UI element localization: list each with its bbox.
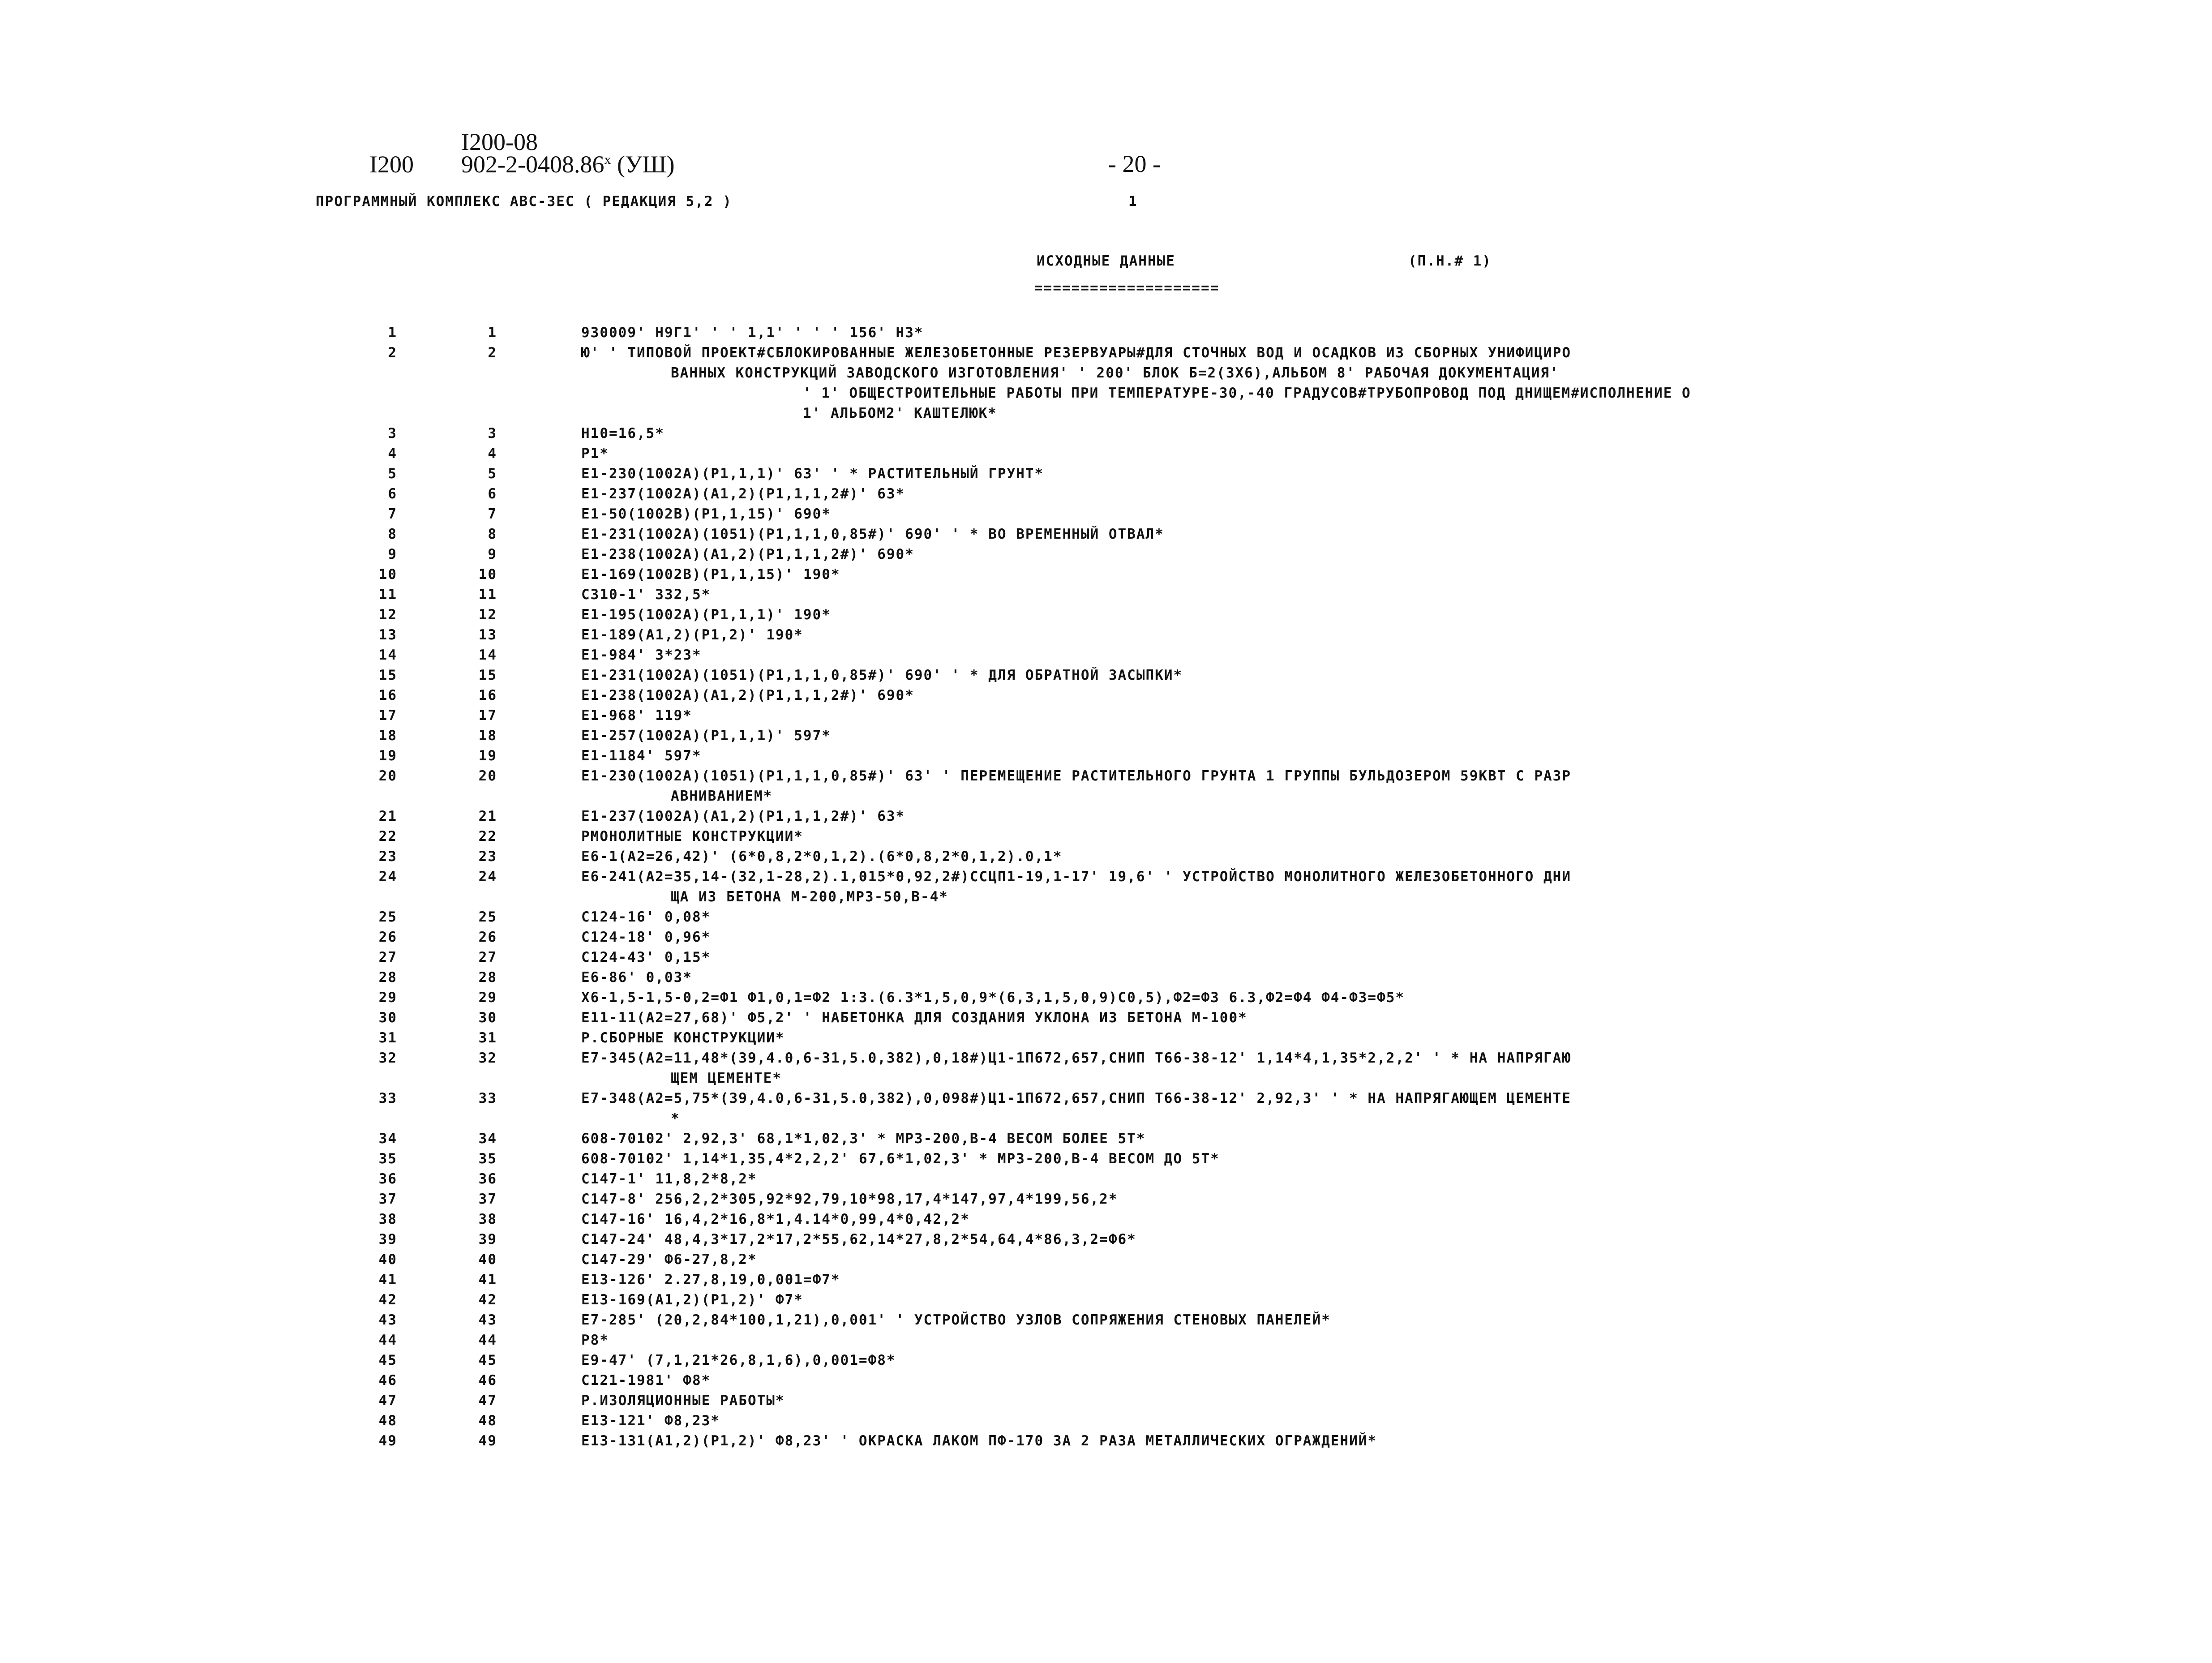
row-index: 42	[378, 1291, 397, 1308]
row-line-number: 20	[478, 767, 497, 784]
row-line-number: 47	[478, 1392, 497, 1409]
listing-row	[354, 947, 2145, 967]
row-index: 18	[378, 727, 397, 744]
listing-row	[354, 1229, 2145, 1249]
row-line	[354, 1431, 2145, 1451]
row-line-number: 34	[478, 1130, 497, 1147]
row-line	[354, 1149, 2145, 1169]
listing-row	[354, 1189, 2145, 1209]
row-text: АВНИВАНИЕМ*	[671, 788, 773, 804]
row-index: 20	[378, 767, 397, 784]
row-index: 33	[378, 1090, 397, 1106]
row-text: С124-16' 0,08*	[581, 909, 711, 925]
row-index: 24	[378, 868, 397, 885]
row-index: 21	[378, 808, 397, 824]
row-line	[354, 1209, 2145, 1229]
listing-row	[354, 1169, 2145, 1189]
row-line	[354, 766, 2145, 786]
row-index: 34	[378, 1130, 397, 1147]
row-line-number: 10	[478, 566, 497, 583]
listing-row	[354, 766, 2145, 806]
row-text: С310-1' 332,5*	[581, 586, 711, 603]
listing-row	[354, 1007, 2145, 1028]
row-index: 3	[388, 425, 397, 441]
doc-number-line	[461, 152, 675, 176]
stamp-top: I200-08	[461, 129, 538, 155]
row-continuation-line	[354, 887, 2145, 907]
row-line-number: 30	[478, 1009, 497, 1026]
row-text: Е6-241(А2=35,14-(32,1-28,2).1,015*0,92,2#)ССЦП1-19,1-17' 19,6' ' УСТРОЙСТВО МОНОЛИТНОГО ЖЕЛЕЗОБЕТОННОГО ДНИ	[581, 868, 1572, 885]
row-line	[354, 1249, 2145, 1269]
row-line	[354, 705, 2145, 725]
row-index: 4	[388, 445, 397, 462]
row-index: 9	[388, 546, 397, 562]
row-line	[354, 1028, 2145, 1048]
row-index: 36	[378, 1170, 397, 1187]
row-line-number: 9	[488, 546, 497, 562]
row-line-number: 43	[478, 1312, 497, 1328]
listing-row	[354, 564, 2145, 584]
row-line	[354, 1229, 2145, 1249]
row-text: ' 1' ОБЩЕСТРОИТЕЛЬНЫЕ РАБОТЫ ПРИ ТЕМПЕРАТУРЕ-30,-40 ГРАДУСОВ#ТРУБОПРОВОД ПОД ДНИЩЕМ#ИСПОЛНЕНИЕ О	[803, 385, 1691, 401]
row-index: 1	[388, 324, 397, 341]
row-line-number: 14	[478, 647, 497, 663]
row-index: 38	[378, 1211, 397, 1227]
row-line	[354, 322, 2145, 343]
row-index: 7	[388, 506, 397, 522]
row-text: 608-70102' 2,92,3' 68,1*1,02,3' * МРЗ-200,В-4 ВЕСОМ БОЛЕЕ 5Т*	[581, 1130, 1146, 1147]
row-text: Е1-238(1002А)(А1,2)(Р1,1,1,2#)' 690*	[581, 687, 914, 703]
listing-row	[354, 484, 2145, 504]
row-text: Е1-231(1002А)(1051)(Р1,1,1,0,85#)' 690' ' * ВО ВРЕМЕННЫЙ ОТВАЛ*	[581, 526, 1164, 542]
section-ref: (П.Н.# 1)	[1408, 253, 1492, 269]
row-text: Е6-86' 0,03*	[581, 969, 692, 986]
row-line-number: 36	[478, 1170, 497, 1187]
row-line-number: 42	[478, 1291, 497, 1308]
row-line-number: 44	[478, 1332, 497, 1348]
row-line	[354, 1048, 2145, 1068]
row-text: 608-70102' 1,14*1,35,4*2,2,2' 67,6*1,02,3' * МРЗ-200,В-4 ВЕСОМ ДО 5Т*	[581, 1150, 1220, 1167]
row-text: Е1-50(1002В)(Р1,1,15)' 690*	[581, 506, 831, 522]
row-line-number: 25	[478, 909, 497, 925]
listing-row	[354, 1310, 2145, 1330]
row-line	[354, 1310, 2145, 1330]
listing-row	[354, 665, 2145, 685]
row-line-number: 13	[478, 626, 497, 643]
row-index: 39	[378, 1231, 397, 1247]
row-line-number: 29	[478, 989, 497, 1006]
row-continuation-line	[354, 403, 2145, 423]
row-index: 10	[378, 566, 397, 583]
listing-row	[354, 705, 2145, 725]
row-text: Е1-984' 3*23*	[581, 647, 702, 663]
row-line-number: 32	[478, 1050, 497, 1066]
row-line	[354, 1390, 2145, 1410]
row-line-number: 16	[478, 687, 497, 703]
row-index: 19	[378, 747, 397, 764]
row-index: 16	[378, 687, 397, 703]
listing-row	[354, 1290, 2145, 1310]
row-continuation-line	[354, 1068, 2145, 1088]
listing-row	[354, 1410, 2145, 1431]
listing-row	[354, 423, 2145, 443]
listing-row	[354, 866, 2145, 907]
row-text: Н10=16,5*	[581, 425, 664, 441]
row-text: Е13-126' 2.27,8,19,0,001=Ф7*	[581, 1271, 840, 1288]
row-line	[354, 1169, 2145, 1189]
listing-row	[354, 1350, 2145, 1370]
listing-row	[354, 463, 2145, 484]
row-line	[354, 423, 2145, 443]
row-line-number: 19	[478, 747, 497, 764]
row-continuation-line	[354, 363, 2145, 383]
row-text: Е1-169(1002В)(Р1,1,15)' 190*	[581, 566, 840, 583]
row-line	[354, 806, 2145, 826]
listing-row	[354, 604, 2145, 625]
row-index: 23	[378, 848, 397, 865]
listing-row	[354, 685, 2145, 705]
listing-row	[354, 725, 2145, 746]
row-line-number: 33	[478, 1090, 497, 1106]
row-line	[354, 846, 2145, 866]
row-line-number: 39	[478, 1231, 497, 1247]
row-line	[354, 1350, 2145, 1370]
row-text: С147-16' 16,4,2*16,8*1,4.14*0,99,4*0,42,2*	[581, 1211, 970, 1227]
doc-volume: (УШ)	[617, 151, 675, 178]
row-line	[354, 645, 2145, 665]
row-line-number: 28	[478, 969, 497, 986]
row-index: 40	[378, 1251, 397, 1268]
row-continuation-line	[354, 786, 2145, 806]
listing-row	[354, 1390, 2145, 1410]
listing-row	[354, 1269, 2145, 1290]
row-line	[354, 504, 2145, 524]
row-index: 13	[378, 626, 397, 643]
row-line-number: 35	[478, 1150, 497, 1167]
row-continuation-line	[354, 1108, 2145, 1128]
listing-row	[354, 1370, 2145, 1390]
row-text: С124-18' 0,96*	[581, 929, 711, 945]
listing-row	[354, 826, 2145, 846]
row-index: 37	[378, 1191, 397, 1207]
row-line	[354, 484, 2145, 504]
row-text: Е1-231(1002А)(1051)(Р1,1,1,0,85#)' 690' ' * ДЛЯ ОБРАТНОЙ ЗАСЫПКИ*	[581, 667, 1183, 683]
listing-row	[354, 504, 2145, 524]
row-line	[354, 1088, 2145, 1108]
row-line-number: 17	[478, 707, 497, 724]
row-line	[354, 1410, 2145, 1431]
row-line	[354, 443, 2145, 463]
row-line-number: 24	[478, 868, 497, 885]
listing-row	[354, 1128, 2145, 1149]
row-text: Е1-230(1002А)(Р1,1,1)' 63' ' * РАСТИТЕЛЬНЫЙ ГРУНТ*	[581, 465, 1044, 482]
listing-row	[354, 1330, 2145, 1350]
listing-row	[354, 322, 2145, 343]
row-line	[354, 665, 2145, 685]
row-index: 43	[378, 1312, 397, 1328]
row-line	[354, 967, 2145, 987]
row-line-number: 48	[478, 1412, 497, 1429]
row-line-number: 41	[478, 1271, 497, 1288]
row-text: Е13-121' Ф8,23*	[581, 1412, 720, 1429]
row-text: Е11-11(А2=27,68)' Ф5,2' ' НАБЕТОНКА ДЛЯ СОЗДАНИЯ УКЛОНА ИЗ БЕТОНА М-100*	[581, 1009, 1247, 1026]
row-line-number: 21	[478, 808, 497, 824]
row-text: Р.ИЗОЛЯЦИОННЫЕ РАБОТЫ*	[581, 1392, 785, 1409]
row-index: 32	[378, 1050, 397, 1066]
row-line	[354, 907, 2145, 927]
row-text: Е13-131(А1,2)(Р1,2)' Ф8,23' ' ОКРАСКА ЛАКОМ ПФ-170 ЗА 2 РАЗА МЕТАЛЛИЧЕСКИХ ОГРАЖДЕНИЙ*	[581, 1432, 1377, 1449]
row-text: 930009' Н9Г1' ' ' 1,1' ' ' ' 156' НЗ*	[581, 324, 924, 341]
row-line-number: 31	[478, 1029, 497, 1046]
row-index: 30	[378, 1009, 397, 1026]
listing-row	[354, 524, 2145, 544]
row-line	[354, 343, 2145, 363]
row-continuation-line	[354, 383, 2145, 403]
row-index: 22	[378, 828, 397, 844]
row-line	[354, 564, 2145, 584]
row-text: РМОНОЛИТНЫЕ КОНСТРУКЦИИ*	[581, 828, 803, 844]
row-text: С147-8' 256,2,2*305,92*92,79,10*98,17,4*147,97,4*199,56,2*	[581, 1191, 1118, 1207]
listing-row	[354, 806, 2145, 826]
row-index: 6	[388, 485, 397, 502]
listing-row	[354, 907, 2145, 927]
row-text: Е7-348(А2=5,75*(39,4.0,6-31,5.0,382),0,098#)Ц1-1П672,657,СНИП Т66-38-12' 2,92,3' ' * НА НАПРЯГАЮЩЕМ ЦЕМЕНТЕ	[581, 1090, 1572, 1106]
row-line-number: 6	[488, 485, 497, 502]
row-text: Е1-195(1002А)(Р1,1,1)' 190*	[581, 606, 831, 623]
data-listing	[354, 322, 2145, 1451]
listing-row	[354, 987, 2145, 1007]
row-line-number: 11	[478, 586, 497, 603]
row-index: 35	[378, 1150, 397, 1167]
row-line-number: 26	[478, 929, 497, 945]
row-index: 5	[388, 465, 397, 482]
row-text: *	[671, 1110, 680, 1127]
row-line	[354, 544, 2145, 564]
row-index: 46	[378, 1372, 397, 1389]
row-index: 44	[378, 1332, 397, 1348]
row-text: С147-24' 48,4,3*17,2*17,2*55,62,14*27,8,2*54,64,4*86,3,2=Ф6*	[581, 1231, 1136, 1247]
row-line	[354, 746, 2145, 766]
listing-row	[354, 584, 2145, 604]
row-line-number: 37	[478, 1191, 497, 1207]
row-line	[354, 524, 2145, 544]
row-line-number: 23	[478, 848, 497, 865]
row-text: Р8*	[581, 1332, 609, 1348]
row-text: Е7-285' (20,2,84*100,1,21),0,001' ' УСТРОЙСТВО УЗЛОВ СОПРЯЖЕНИЯ СТЕНОВЫХ ПАНЕЛЕЙ*	[581, 1312, 1331, 1328]
row-line-number: 22	[478, 828, 497, 844]
row-text: С147-29' Ф6-27,8,2*	[581, 1251, 757, 1268]
row-line	[354, 1269, 2145, 1290]
row-index: 25	[378, 909, 397, 925]
row-text: ВАННЫХ КОНСТРУКЦИЙ ЗАВОДСКОГО ИЗГОТОВЛЕНИЯ' ' 200' БЛОК Б=2(3Х6),АЛЬБОМ 8' РАБОЧАЯ ДОКУМЕНТАЦИЯ'	[671, 364, 1559, 381]
listing-row	[354, 967, 2145, 987]
row-line-number: 38	[478, 1211, 497, 1227]
row-line	[354, 584, 2145, 604]
row-line	[354, 463, 2145, 484]
row-line	[354, 725, 2145, 746]
listing-row	[354, 1048, 2145, 1088]
listing-row	[354, 625, 2145, 645]
listing-row	[354, 846, 2145, 866]
row-text: Е1-257(1002А)(Р1,1,1)' 597*	[581, 727, 831, 744]
row-line	[354, 1189, 2145, 1209]
row-line	[354, 604, 2145, 625]
row-line-number: 45	[478, 1352, 497, 1368]
listing-row	[354, 746, 2145, 766]
listing-row	[354, 343, 2145, 423]
listing-row	[354, 645, 2145, 665]
row-line-number: 46	[478, 1372, 497, 1389]
row-text: С147-1' 11,8,2*8,2*	[581, 1170, 757, 1187]
row-text: Е6-1(А2=26,42)' (6*0,8,2*0,1,2).(6*0,8,2*0,1,2).0,1*	[581, 848, 1063, 865]
row-index: 8	[388, 526, 397, 542]
row-text: 1' АЛЬБОМ2' КАШТЕЛЮК*	[803, 405, 997, 421]
doc-number: 902-2-0408.86	[461, 151, 604, 178]
row-line-number: 12	[478, 606, 497, 623]
row-line	[354, 987, 2145, 1007]
row-index: 17	[378, 707, 397, 724]
row-index: 28	[378, 969, 397, 986]
row-text: Е7-345(А2=11,48*(39,4.0,6-31,5.0,382),0,18#)Ц1-1П672,657,СНИП Т66-38-12' 1,14*4,1,35*2,2,2' ' * НА НАПРЯГАЮ	[581, 1050, 1572, 1066]
doc-mark: x	[604, 152, 611, 167]
row-text: С124-43' 0,15*	[581, 949, 711, 965]
row-text: Е1-968' 119*	[581, 707, 692, 724]
row-line	[354, 625, 2145, 645]
row-line	[354, 866, 2145, 887]
listing-row	[354, 927, 2145, 947]
row-index: 29	[378, 989, 397, 1006]
row-text: Х6-1,5-1,5-0,2=Ф1 Ф1,0,1=Ф2 1:3.(6.3*1,5,0,9*(6,3,1,5,0,9)С0,5),Ф2=Ф3 6.3,Ф2=Ф4 Ф4-Ф3=Ф5*	[581, 989, 1405, 1006]
row-line-number: 40	[478, 1251, 497, 1268]
row-line-number: 27	[478, 949, 497, 965]
row-index: 12	[378, 606, 397, 623]
row-text: Е1-237(1002А)(А1,2)(Р1,1,1,2#)' 63*	[581, 808, 905, 824]
row-index: 26	[378, 929, 397, 945]
listing-row	[354, 544, 2145, 564]
row-text: Е1-1184' 597*	[581, 747, 702, 764]
row-index: 48	[378, 1412, 397, 1429]
row-index: 47	[378, 1392, 397, 1409]
section-underline: ====================	[1034, 280, 1220, 296]
row-line	[354, 1007, 2145, 1028]
row-line	[354, 1290, 2145, 1310]
row-index: 27	[378, 949, 397, 965]
row-line	[354, 685, 2145, 705]
row-line-number: 49	[478, 1432, 497, 1449]
row-line-number: 8	[488, 526, 497, 542]
row-line-number: 15	[478, 667, 497, 683]
row-line	[354, 927, 2145, 947]
row-text: С121-1981' Ф8*	[581, 1372, 711, 1389]
listing-row	[354, 443, 2145, 463]
row-index: 11	[378, 586, 397, 603]
listing-row	[354, 1088, 2145, 1128]
section-title: ИСХОДНЫЕ ДАННЫЕ	[1037, 253, 1175, 269]
listing-row	[354, 1209, 2145, 1229]
sheet-number: 1	[1128, 193, 1138, 210]
row-line-number: 3	[488, 425, 497, 441]
row-index: 45	[378, 1352, 397, 1368]
row-line	[354, 1370, 2145, 1390]
row-line-number: 5	[488, 465, 497, 482]
row-index: 15	[378, 667, 397, 683]
row-text: ЩЕМ ЦЕМЕНТЕ*	[671, 1070, 782, 1086]
row-index: 14	[378, 647, 397, 663]
row-text: Е1-238(1002А)(А1,2)(Р1,1,1,2#)' 690*	[581, 546, 914, 562]
row-text: Ю' ' ТИПОВОЙ ПРОЕКТ#СБЛОКИРОВАННЫЕ ЖЕЛЕЗОБЕТОННЫЕ РЕЗЕРВУАРЫ#ДЛЯ СТОЧНЫХ ВОД И ОСАДКОВ ИЗ СБОРНЫХ УНИФИЦИРО	[581, 344, 1572, 361]
row-text: Е13-169(А1,2)(Р1,2)' Ф7*	[581, 1291, 803, 1308]
row-line-number: 2	[488, 344, 497, 361]
page-number: - 20 -	[1108, 150, 1161, 177]
row-text: Е9-47' (7,1,21*26,8,1,6),0,001=Ф8*	[581, 1352, 896, 1368]
row-text: Е1-230(1002А)(1051)(Р1,1,1,0,85#)' 63' ' ПЕРЕМЕЩЕНИЕ РАСТИТЕЛЬНОГО ГРУНТА 1 ГРУППЫ БУЛЬДОЗЕРОМ 59КВТ С РАЗР	[581, 767, 1572, 784]
row-text: Р.СБОРНЫЕ КОНСТРУКЦИИ*	[581, 1029, 785, 1046]
row-line-number: 7	[488, 506, 497, 522]
row-line	[354, 1330, 2145, 1350]
row-index: 2	[388, 344, 397, 361]
row-line-number: 1	[488, 324, 497, 341]
row-line	[354, 1128, 2145, 1149]
row-line	[354, 947, 2145, 967]
row-line-number: 18	[478, 727, 497, 744]
row-text: Р1*	[581, 445, 609, 462]
row-index: 41	[378, 1271, 397, 1288]
listing-row	[354, 1149, 2145, 1169]
listing-row	[354, 1028, 2145, 1048]
listing-row	[354, 1431, 2145, 1451]
system-title: ПРОГРАММНЫЙ КОМПЛЕКС АВС-ЗЕС ( РЕДАКЦИЯ 5,2 )	[316, 193, 732, 210]
row-text: Е1-189(А1,2)(Р1,2)' 190*	[581, 626, 803, 643]
row-text: Е1-237(1002А)(А1,2)(Р1,1,1,2#)' 63*	[581, 485, 905, 502]
row-index: 31	[378, 1029, 397, 1046]
row-index: 49	[378, 1432, 397, 1449]
row-line-number: 4	[488, 445, 497, 462]
stamp-left: I200	[369, 151, 414, 178]
listing-row	[354, 1249, 2145, 1269]
row-text: ЩА ИЗ БЕТОНА М-200,МРЗ-50,В-4*	[671, 888, 948, 905]
row-line	[354, 826, 2145, 846]
